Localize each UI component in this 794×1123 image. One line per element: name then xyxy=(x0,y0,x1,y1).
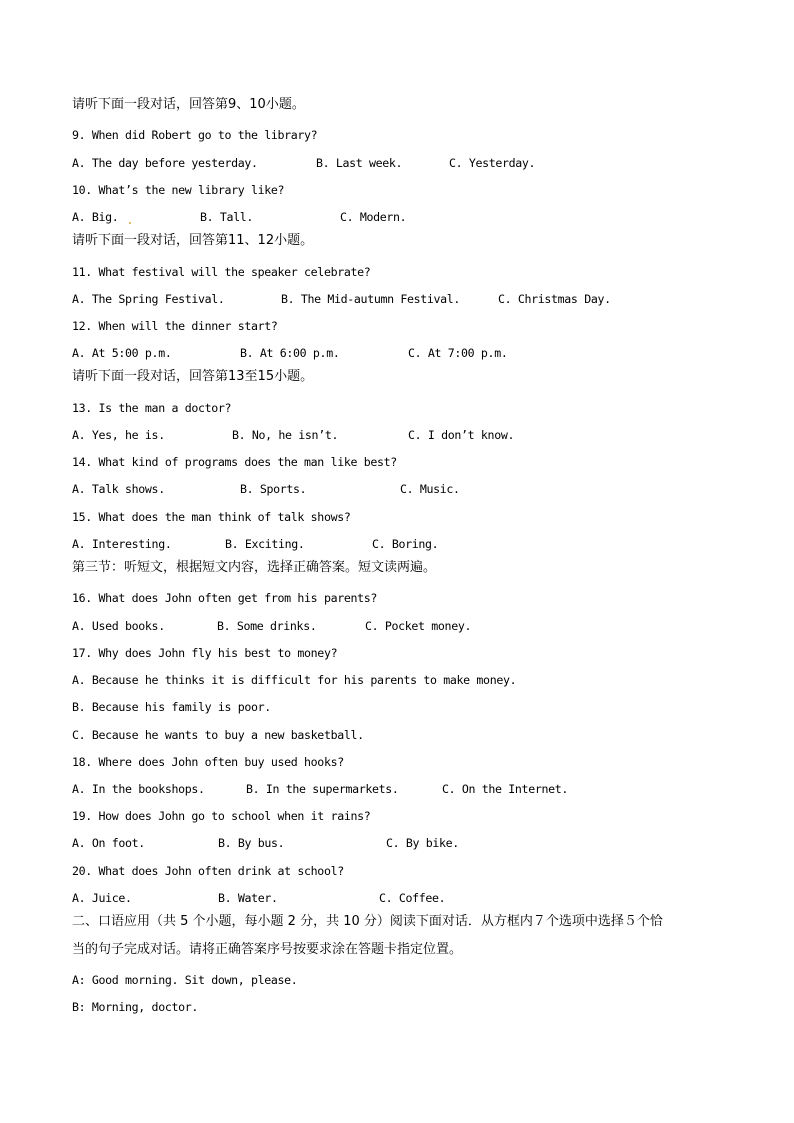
q12-option-c: C. At 7:00 p.m. xyxy=(408,346,508,360)
q9-option-c: C. Yesterday. xyxy=(449,156,536,170)
question-10: 10. What’s the new library like? xyxy=(72,183,285,197)
question-16: 16. What does John often get from his parents? xyxy=(72,591,377,605)
q15-option-c: C. Boring. xyxy=(372,537,439,551)
question-13: 13. Is the man a doctor? xyxy=(72,401,232,415)
q17-option-a: A. Because he thinks it is difficult for his parents to make money. xyxy=(72,673,517,687)
dialog-line-b: B: Morning, doctor. xyxy=(72,1000,198,1014)
q19-option-b: B. By bus. xyxy=(218,836,285,850)
q18-option-c: C. On the Internet. xyxy=(442,782,568,796)
q10-option-c: C. Modern. xyxy=(340,210,407,224)
q17-option-c: C. Because he wants to buy a new basketball. xyxy=(72,728,364,742)
q12-option-a: A. At 5:00 p.m. xyxy=(72,346,172,360)
dialog-line-a: A: Good morning. Sit down, please. xyxy=(72,973,298,987)
q15-option-a: A. Interesting. xyxy=(72,537,172,551)
q18-option-b: B. In the supermarkets. xyxy=(246,782,399,796)
q20-option-c: C. Coffee. xyxy=(379,891,446,905)
question-18: 18. Where does John often buy used hooks? xyxy=(72,755,344,769)
q20-option-b: B. Water. xyxy=(218,891,278,905)
question-11: 11. What festival will the speaker celebrate? xyxy=(72,265,371,279)
section-heading-9-10: 请听下面一段对话，回答第9、10小题。 xyxy=(72,97,305,112)
q16-option-c: C. Pocket money. xyxy=(365,619,472,633)
q20-option-a: A. Juice. xyxy=(72,891,132,905)
q9-option-b: B. Last week. xyxy=(316,156,403,170)
q19-option-a: A. On foot. xyxy=(72,836,145,850)
question-20: 20. What does John often drink at school? xyxy=(72,864,344,878)
q16-option-b: B. Some drinks. xyxy=(217,619,317,633)
question-19: 19. How does John go to school when it rains? xyxy=(72,809,371,823)
section-heading-11-12: 请听下面一段对话，回答第11、12小题。 xyxy=(72,233,314,248)
q14-option-a: A. Talk shows. xyxy=(72,482,165,496)
q11-option-c: C. Christmas Day. xyxy=(498,292,611,306)
q16-option-a: A. Used books. xyxy=(72,619,165,633)
q14-option-b: B. Sports. xyxy=(240,482,307,496)
q17-option-b: B. Because his family is poor. xyxy=(72,700,271,714)
q10-option-a: A. Big. xyxy=(72,210,119,224)
part-two-instructions-line2: 当的句子完成对话。请将正确答案序号按要求涂在答题卡指定位置。 xyxy=(72,942,463,957)
stray-mark xyxy=(129,222,131,224)
q13-option-a: A. Yes, he is. xyxy=(72,428,165,442)
q10-option-b: B. Tall. xyxy=(200,210,254,224)
section-three-heading: 第三节：听短文，根据短文内容，选择正确答案。短文读两遍。 xyxy=(72,560,437,575)
q11-option-b: B. The Mid-autumn Festival. xyxy=(281,292,461,306)
q19-option-c: C. By bike. xyxy=(386,836,459,850)
question-17: 17. Why does John fly his best to money? xyxy=(72,646,338,660)
q18-option-a: A. In the bookshops. xyxy=(72,782,205,796)
q14-option-c: C. Music. xyxy=(400,482,460,496)
question-9: 9. When did Robert go to the library? xyxy=(72,128,318,142)
question-14: 14. What kind of programs does the man like best? xyxy=(72,455,397,469)
q11-option-a: A. The Spring Festival. xyxy=(72,292,225,306)
section-heading-13-15: 请听下面一段对话，回答第13至15小题。 xyxy=(72,369,314,384)
q13-option-c: C. I don’t know. xyxy=(408,428,515,442)
q12-option-b: B. At 6:00 p.m. xyxy=(240,346,340,360)
q13-option-b: B. No, he isn’t. xyxy=(232,428,339,442)
q15-option-b: B. Exciting. xyxy=(225,537,305,551)
question-12: 12. When will the dinner start? xyxy=(72,319,278,333)
q9-option-a: A. The day before yesterday. xyxy=(72,156,258,170)
part-two-instructions-line1: 二、口语应用（共 5 个小题，每小题 2 分，共 10 分）阅读下面对话．从方框内７个选项中选择５个恰 xyxy=(72,914,663,929)
question-15: 15. What does the man think of talk shows? xyxy=(72,510,351,524)
